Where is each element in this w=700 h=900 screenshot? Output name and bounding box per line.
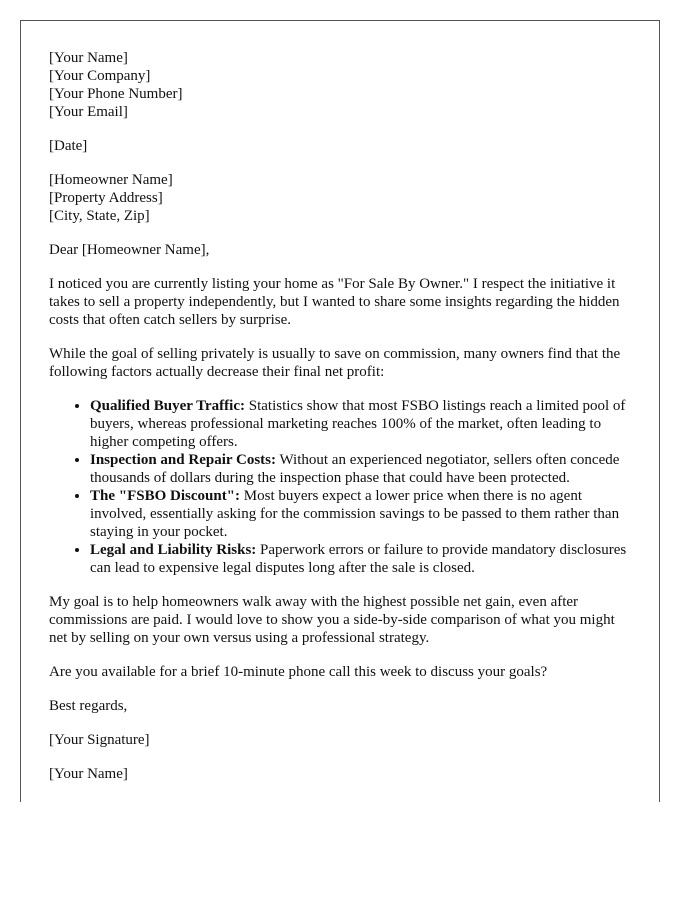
factor-text: Without an experienced negotiator, sellers often concede thousands of dollars during the inspection phase that could have been protected. (90, 452, 620, 486)
recipient-city-state-zip: [City, State, Zip] (49, 208, 150, 224)
sender-phone: [Your Phone Number] (49, 86, 183, 102)
factors-list (49, 397, 633, 577)
lead-in-paragraph: While the goal of selling privately is usually to save on commission, many owners find that the following factors actually decrease their final net profit: (49, 346, 621, 380)
sender-name: [Your Name] (49, 50, 128, 66)
goal-paragraph: My goal is to help homeowners walk away with the highest possible net gain, even after commissions are paid. I would love to show you a side-by-side comparison of what you might net by selling on your own versus using a professional strategy. (49, 594, 615, 646)
factor-text: Statistics show that most FSBO listings reach a limited pool of buyers, whereas professional marketing reaches 100% of the market, often leading to higher competing offers. (90, 398, 626, 450)
factor-title: Inspection and Repair Costs: (90, 452, 276, 468)
recipient-name: [Homeowner Name] (49, 172, 173, 188)
factor-title: Legal and Liability Risks: (90, 542, 257, 558)
list-item (90, 487, 633, 541)
call-to-action-paragraph: Are you available for a brief 10-minute phone call this week to discuss your goals? (49, 664, 548, 680)
recipient-block (49, 171, 633, 225)
sender-company: [Your Company] (49, 68, 151, 84)
factor-text: Most buyers expect a lower price when there is no agent involved, essentially asking for the commission savings to be passed to them rather than staying in your pocket. (90, 488, 620, 540)
sign-off: Best regards, (49, 698, 128, 714)
letter-content (49, 49, 633, 799)
factor-title: The "FSBO Discount": (90, 488, 241, 504)
list-item (90, 541, 633, 577)
closing-name: [Your Name] (49, 766, 128, 782)
sender-block (49, 49, 633, 121)
list-item (90, 397, 633, 451)
factor-title: Qualified Buyer Traffic: (90, 398, 245, 414)
letter-page (20, 20, 660, 802)
list-item (90, 451, 633, 487)
date-line: [Date] (49, 138, 88, 154)
recipient-address: [Property Address] (49, 190, 163, 206)
intro-paragraph: I noticed you are currently listing your home as "For Sale By Owner." I respect the initiative it takes to sell a property independently, but I wanted to share some insights regarding the hidden costs that often catch sellers by surprise. (49, 276, 620, 328)
signature: [Your Signature] (49, 732, 150, 748)
sender-email: [Your Email] (49, 104, 128, 120)
salutation: Dear [Homeowner Name], (49, 242, 210, 258)
factor-text: Paperwork errors or failure to provide mandatory disclosures can lead to expensive legal disputes long after the sale is closed. (90, 542, 627, 576)
